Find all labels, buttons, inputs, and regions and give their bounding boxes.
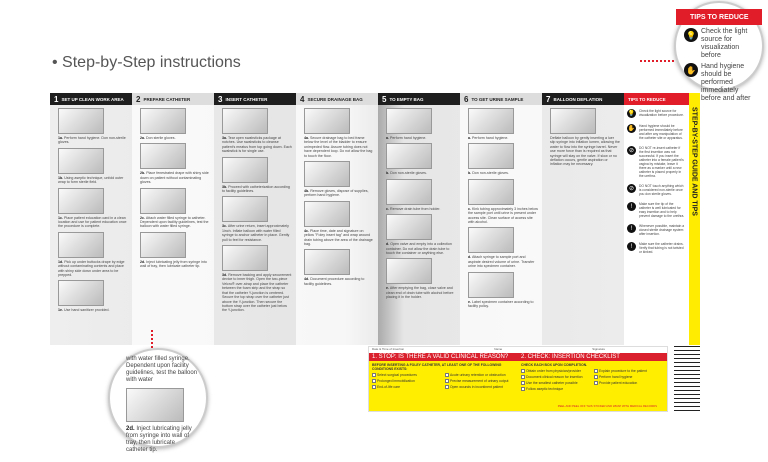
zoom-tip (676, 25, 762, 60)
step-illustration (386, 108, 432, 134)
zoom-caption-2d (126, 426, 198, 454)
step-illustration (222, 157, 268, 183)
step-item (214, 105, 296, 154)
step-illustration (468, 227, 514, 253)
checklist-label: Use the smallest catheter possible (526, 381, 578, 385)
checkbox[interactable] (594, 375, 598, 379)
step-header (132, 93, 214, 105)
step-caption (58, 136, 128, 145)
step-number: 3 (218, 94, 223, 104)
date-label: Date & Time of Insertion (372, 347, 405, 351)
signature-label: Signature (592, 347, 606, 351)
tip-text: DO NOT re-insert catheter if the first insertion was not successful. If you insert the catheter into a female patient's vagina by mistake, leave it there as a marker until a new catheter is placed properly in the urethra. (639, 146, 684, 178)
tip-item (624, 220, 689, 238)
step-caption (386, 286, 456, 299)
card-header (369, 353, 667, 361)
step-item (132, 229, 214, 269)
step-item (460, 140, 542, 175)
step-label: 2a. (140, 136, 145, 140)
checklist-item[interactable] (594, 381, 664, 385)
checkbox[interactable] (594, 381, 598, 385)
checklist-label: Acute urinary retention or obstruction (450, 373, 506, 377)
step-illustration (140, 232, 186, 258)
heading-text: Step-by-Step instructions (62, 54, 241, 71)
step-caption (140, 260, 210, 269)
step-item (460, 105, 542, 140)
step-illustration (304, 249, 350, 275)
stop-lead: BEFORE INSERTING A FOLEY CATHETER, AT LEAST ONE OF THE FOLLOWING CONDITIONS EXISTS: (372, 363, 502, 371)
lightbulb-icon: 💡 (684, 28, 698, 42)
checklist-item[interactable] (372, 373, 442, 377)
step-column-1 (50, 93, 132, 345)
step-text: Attach syringe to sample port and aspirate desired volume of urine. Transfer urine into specimen container. (468, 255, 535, 269)
step-text: Perform hand hygiene. (390, 136, 427, 140)
step-label: 4c. (304, 228, 309, 233)
step-text: Label specimen container according to facility policy. (468, 299, 534, 309)
step-illustration (468, 272, 514, 298)
zoom-image-tray (126, 388, 184, 422)
checklist-label: Obtain order from physician/provider (526, 369, 581, 373)
lightbulb-icon: 💡 (627, 111, 636, 117)
step-text: Remove backing and apply securement device to inner thigh. Open the two-piece Velcro® over-strap and place the catheter between the foam strip and the strap so that the catheter Y-junction is centered. Secure the top strap over the catheter just above the Y-junction. Then secure the bottom strap over the catheter just below the Y-junction. (222, 273, 292, 313)
step-illustration (386, 179, 432, 205)
step-number: 4 (300, 94, 305, 104)
check-title: 2. CHECK: INSERTION CHECKLIST (521, 354, 620, 360)
step-label: 4d. (304, 277, 310, 282)
step-caption (140, 216, 210, 229)
name-label: Name (494, 347, 503, 351)
step-text: Place time, date and signature on yellow "Foley insert tag" and wrap around drain tubing above the area of the drainage bag. (304, 228, 373, 247)
step-item (296, 198, 378, 247)
page-heading: • Step-by-Step instructions (52, 54, 241, 71)
tip-text: Whenever possible, maintain a closed sterile drainage system after insertion. (639, 224, 685, 236)
step-text: Perform hand hygiene. Don non-sterile gloves. (58, 136, 126, 145)
step-item (132, 105, 214, 140)
card-footer: PEEL AND PEEL OFF THIS STICKER AND WRAP WITH MEDICAL RECORDS (557, 404, 657, 408)
step-label: 2d. (140, 259, 146, 264)
step-text: Remove drain tube from holder. (390, 206, 441, 211)
step-illustration (468, 108, 514, 134)
step-text: Document procedure according to facility guidelines. (304, 277, 365, 286)
step-number: 5 (382, 94, 387, 104)
step-title: BALLOON DEFLATION (553, 96, 603, 102)
checkbox[interactable] (445, 379, 449, 383)
zoom-tip (676, 60, 762, 103)
alert-icon: ! (627, 242, 636, 251)
hand-hygiene-icon: ✋ (684, 63, 698, 77)
step-label: 2b. (140, 171, 146, 176)
step-label: a. (468, 136, 471, 140)
step-text: After urine return, insert approximately 1inch. Inflate balloon with water filled syringe to anchor catheter in place. Gently pull to feel for resistance. (222, 224, 290, 242)
step-number: 7 (546, 94, 551, 104)
checklist-item[interactable] (445, 373, 515, 377)
step-label: d. (386, 242, 390, 247)
checklist-label: Open wounds in incontinent patient (450, 385, 503, 389)
checkbox[interactable] (521, 381, 525, 385)
step-header (542, 93, 624, 105)
step-item (296, 246, 378, 286)
step-item (378, 176, 460, 211)
step-caption (468, 255, 538, 268)
step-item (378, 255, 460, 299)
step-text: Using aseptic technique, unfold outer wrap to form sterile field. (58, 175, 124, 185)
zoom-caption-2c: with water filled syringe. Dependent upon facility guidelines, test the balloon with water (126, 356, 198, 383)
step-caption (222, 224, 292, 242)
step-title: SET UP CLEAN WORK AREA (61, 96, 124, 102)
step-number: 6 (464, 94, 469, 104)
step-item (132, 185, 214, 229)
step-text: Perform hand hygiene. (472, 136, 509, 140)
step-header (50, 93, 132, 105)
checklist-item[interactable] (521, 369, 591, 373)
step-caption (222, 273, 292, 313)
step-illustration (58, 188, 104, 214)
step-item (50, 145, 132, 185)
step-text: Don sterile gloves. (146, 136, 176, 140)
checkbox[interactable] (445, 385, 449, 389)
step-caption (304, 229, 374, 247)
step-header (296, 93, 378, 105)
step-column-5 (378, 93, 460, 345)
step-label: 1b. (58, 175, 64, 180)
step-illustration (222, 245, 268, 271)
step-caption (58, 216, 128, 229)
step-caption (58, 260, 128, 278)
checkbox[interactable] (521, 375, 525, 379)
stop-title: 1. STOP: IS THERE A VALID CLINICAL REASON? (372, 354, 509, 360)
step-item (296, 105, 378, 158)
step-caption (140, 171, 210, 184)
tip-item (624, 180, 689, 198)
tip-item (624, 238, 689, 256)
step-header (214, 93, 296, 105)
checkbox[interactable] (372, 385, 376, 389)
step-item (50, 105, 132, 145)
zoom-tips-title: TIPS TO REDUCE (676, 9, 762, 25)
stop-section (369, 361, 518, 393)
checklist-item[interactable] (594, 369, 664, 373)
insertion-checklist (521, 369, 664, 391)
checklist-item[interactable] (521, 375, 591, 379)
step-illustration (468, 143, 514, 169)
checkbox[interactable] (445, 373, 449, 377)
tip-item (624, 120, 689, 142)
checklist-item[interactable] (372, 385, 442, 389)
brochure-left-page (50, 93, 378, 345)
step-text: Place patient education card in a clean location and use for patient education once the procedure is complete. (58, 215, 127, 229)
step-title: INSERT CATHETER (225, 96, 268, 102)
step-column-6 (460, 93, 542, 345)
step-text: Use hand sanitizer provided. (64, 308, 110, 313)
step-label: 1c. (58, 215, 63, 220)
step-text: Place fenestrated drape with shiny side down on patient without contaminating gloves. (140, 171, 209, 185)
step-illustration (304, 201, 350, 227)
check-lead: CHECK EACH BOX UPON COMPLETION. (521, 363, 588, 367)
step-column-3 (214, 93, 296, 345)
step-number: 1 (54, 94, 59, 104)
step-label: 3d. (222, 273, 228, 278)
step-item (378, 211, 460, 255)
callout-line-right-h (640, 60, 674, 62)
step-text: Tear open swabsticks package at notches. Use swabsticks to cleanse patient's meatus from top going down. Each swabstick is for single use. (222, 136, 292, 154)
step-label: 3b. (222, 184, 228, 189)
step-title: TO EMPTY BAG (389, 96, 424, 102)
step-label: e. (386, 286, 389, 291)
checkbox[interactable] (372, 373, 376, 377)
step-title: PREPARE CATHETER (143, 96, 191, 102)
step-item (50, 229, 132, 278)
step-text: Proceed with catheterization according to facility guidelines. (222, 184, 290, 194)
step-item (214, 154, 296, 194)
step-text: Don non-sterile gloves. (390, 171, 427, 176)
step-label: 4a. (304, 136, 309, 140)
tips-header: TIPS TO REDUCE (624, 93, 689, 105)
checklist-label: Provide patient education (599, 381, 638, 385)
brochure-right-page (378, 93, 700, 345)
step-label: 4b. (304, 189, 310, 194)
step-caption (468, 300, 538, 309)
checklist-label: End-of-life care (377, 385, 400, 389)
step-label: 2c. (140, 215, 145, 220)
alert-icon: ! (627, 224, 636, 233)
step-label: c. (386, 206, 389, 211)
tip-item (624, 198, 689, 220)
step-item (460, 176, 542, 225)
step-item (50, 277, 132, 312)
tip-item (624, 142, 689, 180)
tip-text: Hand hygiene should be performed immediately before and after any manipulation of the catheter site or apparatus. (639, 124, 683, 140)
step-label: 1d. (58, 259, 64, 264)
checklist-label: Explain procedure to the patient (599, 369, 647, 373)
step-caption (468, 207, 538, 225)
step-caption (222, 136, 292, 154)
step-illustration (386, 143, 432, 169)
step-label: c. (468, 206, 471, 211)
checklist-item[interactable] (445, 385, 515, 389)
step-illustration (304, 108, 350, 134)
step-title: SECURE DRAINAGE BAG (307, 96, 363, 102)
step-text: Pick up under buttocks drape by edge without contaminating contents and place with shiny side down under area to be prepped. (58, 259, 125, 278)
step-caption (304, 189, 374, 198)
step-label: 3a. (222, 136, 227, 140)
tip-text: Make sure the tip of the catheter is well lubricated for easy insertion and to help prevent damage to the urethra. (639, 202, 685, 218)
callout-line-left (151, 330, 153, 348)
hand-hygiene-icon: ✋ (627, 126, 636, 132)
checkbox[interactable] (372, 379, 376, 383)
step-item (378, 140, 460, 175)
checklist-item[interactable] (521, 387, 591, 391)
step-illustration (140, 108, 186, 134)
step-item (214, 193, 296, 242)
check-section (518, 361, 667, 393)
barcode (668, 346, 700, 412)
checklist-label: Select surgical procedures (377, 373, 417, 377)
step-column-2 (132, 93, 214, 345)
step-label: b. (468, 171, 472, 176)
magnifier-tips (674, 1, 764, 102)
step-illustration (550, 108, 596, 134)
step-item (542, 105, 624, 167)
step-illustration (386, 214, 432, 240)
card-body (369, 361, 667, 393)
alert-icon: ! (627, 202, 636, 211)
checklist-item[interactable] (372, 379, 442, 383)
step-header (378, 93, 460, 105)
step-label: e. (468, 299, 471, 304)
step-illustration (58, 280, 104, 306)
step-caption (58, 176, 128, 185)
step-item (214, 242, 296, 313)
guide-side-strip (689, 93, 700, 345)
step-caption (222, 185, 292, 194)
step-illustration (468, 179, 514, 205)
tip-text: Check the light source for visualization before procedure. (639, 109, 684, 117)
tip-text: Make sure the catheter drains. Verify that tubing is not twisted or kinked. (639, 242, 684, 254)
step-item (460, 224, 542, 268)
step-caption (304, 277, 374, 286)
prohibited-icon: ⊘ (628, 186, 635, 192)
step-illustration (140, 143, 186, 169)
step-caption (58, 308, 128, 312)
step-text: Secure drainage bag to bed frame below the level of the bladder to ensure unimpeded flow. Assure tubing does not have dependent loop. Do not allow the bag to touch the floor. (304, 136, 373, 158)
checklist-label: Follow aseptic technique (526, 387, 564, 391)
tips-panel (624, 93, 689, 345)
step-header (460, 93, 542, 105)
strip-text: STEP-BY-STEP GUIDE AND TIPS (690, 107, 698, 216)
zoom-text: Inject lubricating jelly from syringe into wall of tray, then lubricate catheter tip. (126, 426, 192, 453)
step-title: TO GET URINE SAMPLE (471, 96, 524, 102)
step-label: a. (386, 136, 389, 140)
step-label: 1e. (58, 308, 63, 313)
step-label: 1a. (58, 136, 63, 140)
step-label: 3c. (222, 224, 227, 229)
step-illustration (58, 148, 104, 174)
step-label: d. (468, 255, 472, 260)
step-illustration (222, 108, 268, 134)
step-text: Deflate balloon by gently inserting a luer slip syringe into inflation lumen, allowing the water to flow into the syringe barrel. Never use more force than is required as that syringe will stay on the valve. If slow or no deflation occurs, gentle aspiration or inflation may be necessary. (550, 136, 620, 167)
checklist-item[interactable] (521, 381, 591, 385)
step-illustration (58, 232, 104, 258)
checkbox[interactable] (521, 369, 525, 373)
step-item (50, 185, 132, 229)
right-step-columns (378, 93, 624, 345)
checklist-item[interactable] (594, 375, 664, 379)
step-item (460, 269, 542, 309)
step-number: 2 (136, 94, 141, 104)
step-text: Attach water filled syringe to catheter. Dependent upon facility guidelines, test the balloon with water filled syringe. (140, 215, 209, 229)
step-item (132, 140, 214, 184)
step-text: Inject lubricating jelly from syringe into wall of tray, then lubricate catheter tip. (140, 259, 207, 269)
step-illustration (304, 161, 350, 187)
checkbox[interactable] (594, 369, 598, 373)
step-caption (304, 136, 374, 158)
checklist-label: Document clinical reason for insertion (526, 375, 583, 379)
step-illustration (140, 188, 186, 214)
zoom-label: 2d. (126, 426, 135, 432)
zoom-tip-text: Check the light source for visualization before (701, 28, 748, 59)
stop-checklist (372, 373, 515, 389)
checkbox[interactable] (521, 387, 525, 391)
prohibited-icon: ⊘ (628, 148, 635, 154)
checklist-label: Precise measurement of urinary output (450, 379, 509, 383)
step-caption (386, 242, 456, 255)
step-item (296, 158, 378, 198)
magnifier-step-2d (108, 348, 208, 453)
step-label: b. (386, 171, 390, 176)
step-illustration (386, 258, 432, 284)
tip-text: DO NOT touch anything which is considered non-sterile once you don sterile gloves. (639, 184, 684, 196)
step-column-4 (296, 93, 378, 345)
step-illustration (222, 196, 268, 222)
step-caption (550, 136, 620, 167)
step-column-7 (542, 93, 624, 345)
step-text: Remove gloves, dispose of supplies, perform hand hygiene. (304, 189, 369, 198)
checklist-item[interactable] (445, 379, 515, 383)
checklist-label: Perform hand hygiene (599, 375, 633, 379)
checklist-label: Prolonged immobilization (377, 379, 415, 383)
zoom-tip-text: Hand hygiene should be performed immediately before and after (701, 63, 751, 102)
step-text: After emptying the bag, close valve and clean end of drain tube with alcohol before placing it in the holder. (386, 286, 454, 300)
step-illustration (58, 108, 104, 134)
step-item (378, 105, 460, 140)
step-text: Don non-sterile gloves. (472, 171, 509, 176)
insertion-checklist-card (368, 346, 668, 412)
step-text: Open valve and empty into a collection container. Do not allow the drain tube to touch the container or anything else. (386, 242, 452, 256)
tip-item (624, 105, 689, 120)
step-text: Kink tubing approximately 3 inches below the sample port until urine is present under access site. Clean surface of access site with alcohol. (468, 206, 538, 225)
